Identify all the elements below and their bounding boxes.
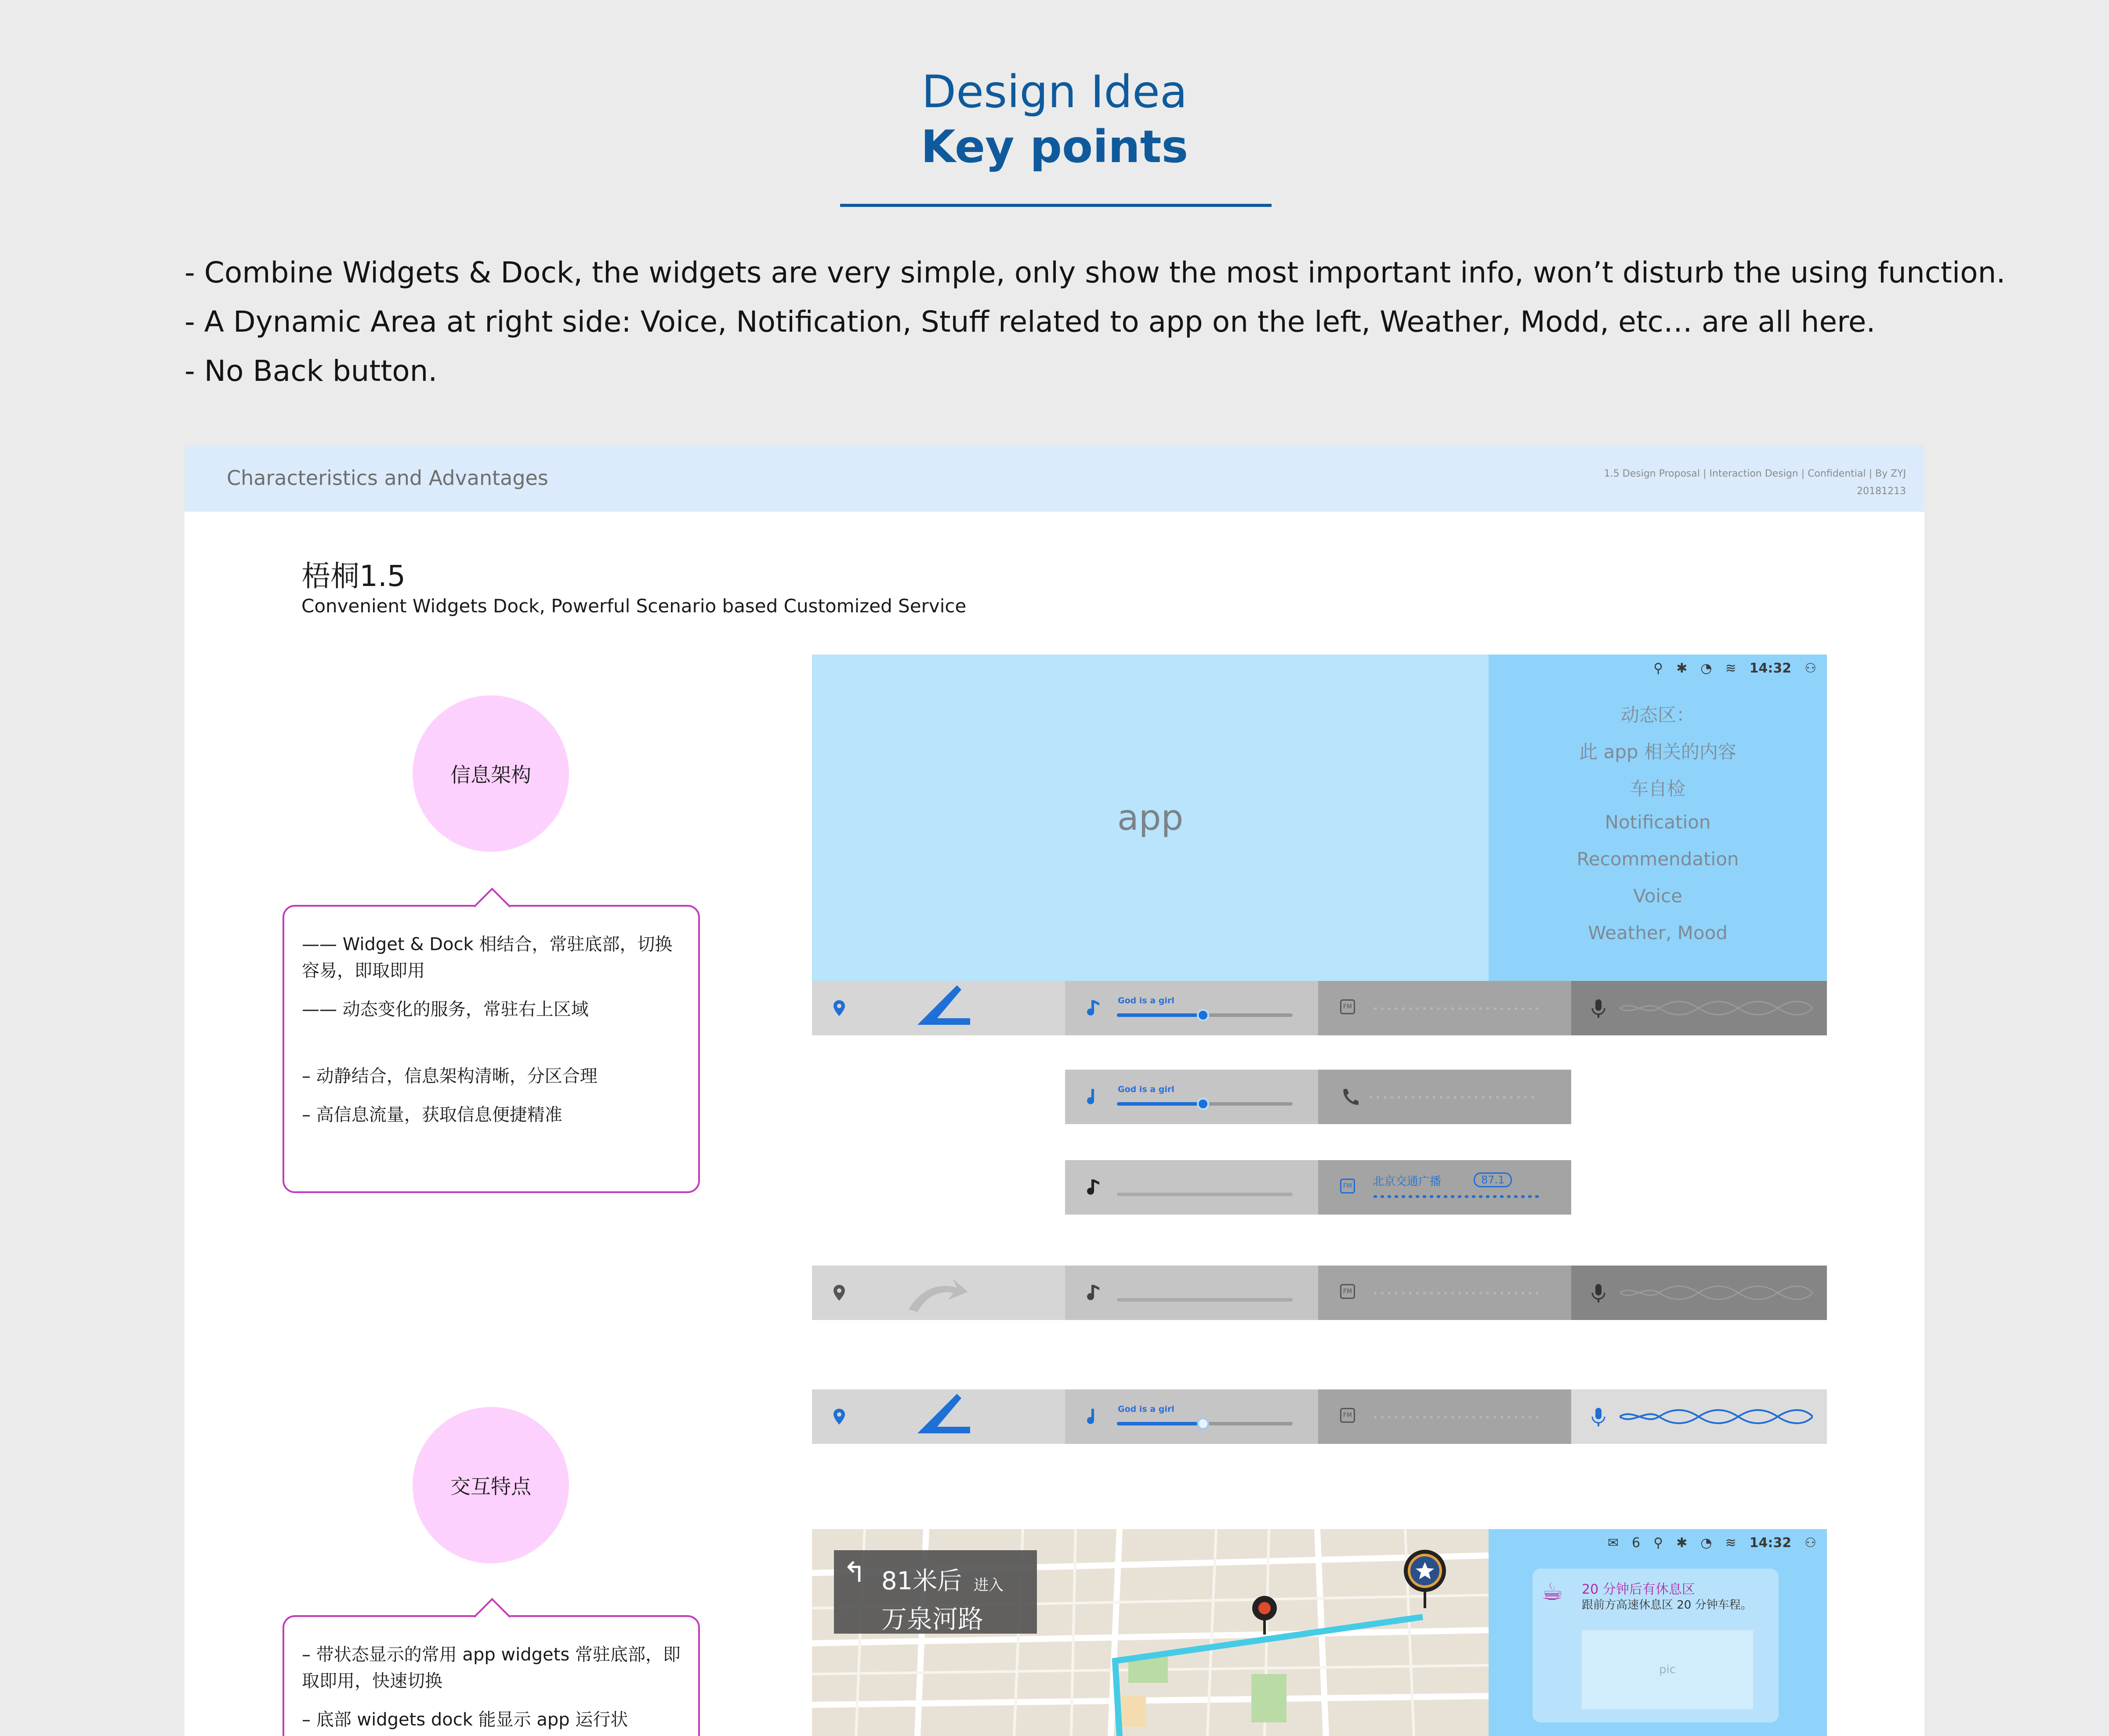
progress-slider[interactable]: [1117, 1298, 1293, 1302]
message-icon[interactable]: ✉: [1607, 1535, 1619, 1551]
turn-arrow-icon: [913, 981, 979, 1029]
dynamic-line: Notification: [1605, 811, 1711, 833]
map-view[interactable]: [812, 1529, 1489, 1736]
voice-widget[interactable]: [1571, 1266, 1827, 1320]
phone-widget[interactable]: [1318, 1070, 1571, 1124]
section-circle-label: 信息架构: [450, 763, 531, 787]
music-widget[interactable]: [1065, 1266, 1318, 1320]
app-area[interactable]: [812, 655, 1489, 981]
radio-widget[interactable]: [1318, 1266, 1571, 1320]
bullet-point: - No Back button.: [185, 354, 438, 388]
page-title: Design Idea: [921, 66, 1188, 118]
music-note-icon: [1081, 1085, 1104, 1108]
dynamic-area-map[interactable]: [1489, 1529, 1827, 1736]
status-time: 14:32: [1749, 1535, 1792, 1551]
wifi-icon: ≋: [1725, 1535, 1736, 1551]
bluetooth-icon: ✱: [1676, 1535, 1688, 1551]
music-widget[interactable]: [1065, 1389, 1318, 1444]
dynamic-line: 此 app 相关的内容: [1579, 741, 1736, 763]
status-time: 14:32: [1749, 661, 1792, 676]
dynamic-line: Voice: [1633, 885, 1682, 907]
status-bar: [1608, 1535, 1816, 1551]
microphone-icon: [1587, 1281, 1610, 1304]
slide-header-title: Characteristics and Advantages: [227, 466, 548, 490]
turn-arrow-icon: [913, 1389, 979, 1438]
song-title: God is a girl: [1118, 996, 1174, 1005]
section-circle-info-architecture: [413, 695, 569, 852]
signal-icon: ◔: [1700, 1535, 1712, 1551]
turn-left-icon: ↰: [843, 1556, 866, 1589]
product-title: 梧桐1.5: [301, 559, 406, 593]
user-icon[interactable]: ⚇: [1805, 1535, 1816, 1551]
progress-slider[interactable]: [1117, 1193, 1293, 1196]
voice-widget[interactable]: [1571, 981, 1827, 1035]
music-widget[interactable]: [1065, 1070, 1318, 1124]
turn-instruction-card: [834, 1550, 1037, 1634]
usb-icon: ⚲: [1653, 661, 1663, 676]
voice-wave: [1620, 1283, 1813, 1302]
radio-station-name: 北京交通广播: [1373, 1175, 1442, 1188]
section-circle-interaction: [413, 1407, 569, 1563]
phone-dots: [1367, 1096, 1534, 1099]
callout-line: – 底部 widgets dock 能显示 app 运行状: [302, 1710, 628, 1730]
progress-slider[interactable]: [1117, 1013, 1293, 1017]
radio-widget[interactable]: [1318, 981, 1571, 1035]
radio-dots: [1372, 1195, 1539, 1198]
callout-line: —— 动态变化的服务，常驻右上区域: [302, 999, 589, 1020]
product-subtitle: Convenient Widgets Dock, Powerful Scenario based Customized Service: [301, 595, 967, 617]
microphone-icon: [1587, 1405, 1610, 1428]
bullet-point: - A Dynamic Area at right side: Voice, Notification, Stuff related to app on the left, Weather, Modd, etc… are all here.: [185, 305, 1876, 339]
fm-icon: FM: [1340, 1408, 1355, 1423]
nav-widget[interactable]: [812, 981, 1065, 1035]
turn-distance: 81米后: [881, 1567, 962, 1595]
status-bar: [1653, 661, 1816, 676]
coffee-icon: ☕: [1541, 1577, 1564, 1606]
usb-icon: ⚲: [1653, 1535, 1663, 1551]
slide-header-bar: [185, 445, 1924, 512]
road-name: 万泉河路: [881, 1604, 984, 1634]
song-title: God is a girl: [1118, 1085, 1174, 1094]
dynamic-line: 车自检: [1630, 778, 1685, 799]
rest-area-card[interactable]: [1533, 1569, 1779, 1722]
signal-icon: ◔: [1700, 661, 1712, 676]
slide-meta: [1604, 465, 1906, 500]
callout-line: – 带状态显示的常用 app widgets 常驻底部，即取即用，快速切换: [302, 1645, 681, 1691]
voice-wave: [1620, 1407, 1813, 1426]
music-note-icon: [1081, 1405, 1104, 1428]
slide-meta-date: 20181213: [1857, 486, 1906, 497]
callout-line: – 高信息流量，获取信息便捷精准: [302, 1105, 562, 1125]
music-widget[interactable]: [1065, 1160, 1318, 1215]
progress-slider[interactable]: [1117, 1102, 1293, 1106]
dynamic-line: 动态区：: [1620, 704, 1695, 726]
dynamic-line: Recommendation: [1576, 848, 1739, 870]
message-count: 6: [1632, 1535, 1641, 1551]
radio-widget[interactable]: [1318, 1389, 1571, 1444]
fm-icon: FM: [1340, 1284, 1355, 1299]
location-pin-icon: [828, 997, 851, 1020]
turn-enter-label: 进入: [974, 1577, 1004, 1594]
radio-dots: [1372, 1416, 1539, 1418]
user-icon[interactable]: ⚇: [1805, 661, 1816, 676]
nav-widget[interactable]: [812, 1266, 1065, 1320]
radio-dots: [1372, 1007, 1539, 1010]
pause-knob[interactable]: [1197, 1418, 1209, 1430]
radio-widget[interactable]: [1318, 1160, 1571, 1215]
page-subtitle: Key points: [920, 121, 1189, 173]
song-title: God is a girl: [1118, 1404, 1174, 1414]
picture-placeholder: pic: [1582, 1630, 1753, 1709]
section-circle-label: 交互特点: [450, 1475, 531, 1498]
app-label: app: [1117, 797, 1184, 838]
music-note-icon: [1081, 1176, 1104, 1199]
rest-area-detail: 跟前方高速休息区 20 分钟车程。: [1582, 1599, 1752, 1612]
curved-arrow-icon: [904, 1274, 970, 1314]
voice-wave: [1620, 998, 1813, 1018]
slider-knob[interactable]: [1197, 1098, 1209, 1110]
progress-slider[interactable]: [1117, 1422, 1293, 1425]
nav-widget[interactable]: [812, 1389, 1065, 1444]
callout-line: – 动静结合，信息架构清晰，分区合理: [302, 1066, 598, 1086]
dynamic-line: Weather, Mood: [1588, 922, 1728, 944]
fm-icon: FM: [1340, 999, 1355, 1014]
microphone-icon: [1587, 997, 1610, 1020]
dynamic-area[interactable]: [1489, 655, 1827, 981]
radio-frequency-badge: 87.1: [1474, 1172, 1512, 1187]
music-note-icon: [1081, 1281, 1104, 1304]
radio-dots: [1372, 1292, 1539, 1295]
callout-line: —— Widget & Dock 相结合，常驻底部，切换容易，即取即用: [302, 934, 673, 981]
music-note-icon: [1081, 997, 1104, 1020]
wifi-icon: ≋: [1725, 661, 1736, 676]
fm-icon: FM: [1340, 1179, 1355, 1194]
music-widget[interactable]: [1065, 981, 1318, 1035]
voice-widget-active[interactable]: [1571, 1389, 1827, 1444]
callout-box: [283, 905, 700, 1193]
location-pin-icon: [828, 1281, 851, 1304]
slider-knob[interactable]: [1197, 1009, 1209, 1021]
rest-area-title: 20 分钟后有休息区: [1582, 1582, 1695, 1597]
bullet-point: - Combine Widgets & Dock, the widgets are very simple, only show the most important info, won’t disturb the using function.: [185, 256, 2006, 289]
slide-meta-line: 1.5 Design Proposal | Interaction Design | Confidential | By ZYJ: [1604, 468, 1906, 479]
slide-card: [185, 445, 1924, 1736]
bluetooth-icon: ✱: [1676, 661, 1688, 676]
location-pin-icon: [828, 1405, 851, 1428]
phone-icon: [1338, 1085, 1361, 1108]
title-divider: [840, 204, 1272, 207]
